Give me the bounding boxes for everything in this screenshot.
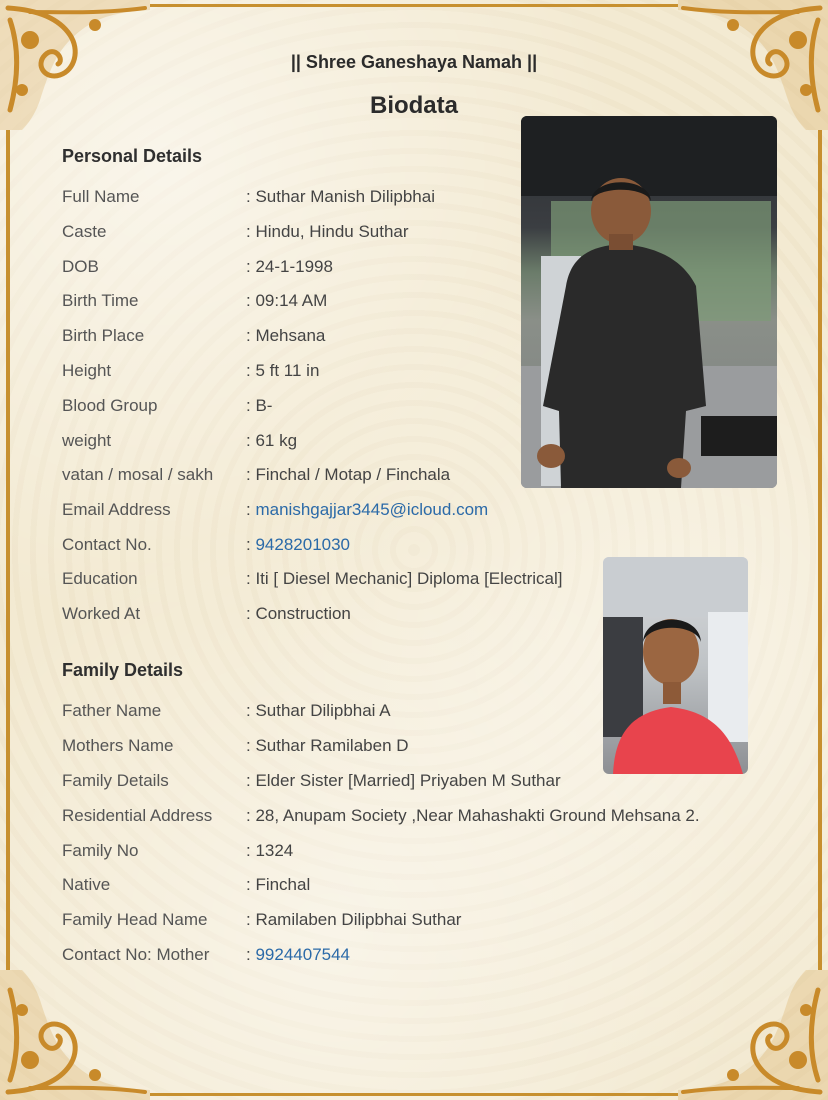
row-value: : Mehsana: [246, 326, 326, 345]
detail-row-mother-contact: [62, 943, 782, 967]
row-value: : Hindu, Hindu Suthar: [246, 222, 409, 241]
detail-row-family-head: [62, 908, 782, 932]
detail-row-address: [62, 804, 782, 828]
row-value: : 1324: [246, 841, 294, 860]
row-label: Family Head Name: [62, 910, 208, 929]
row-label: Birth Time: [62, 291, 139, 310]
row-label: Family Details: [62, 771, 169, 790]
colon: :: [246, 535, 251, 554]
row-label: Mothers Name: [62, 736, 174, 755]
row-label: Contact No: Mother: [62, 945, 210, 964]
row-value: : Finchal: [246, 875, 311, 894]
row-label: Email Address: [62, 500, 171, 519]
row-value: [246, 498, 488, 522]
row-label: Worked At: [62, 604, 141, 623]
colon: :: [246, 945, 251, 964]
mother-phone-link[interactable]: 9924407544: [255, 945, 351, 964]
row-value: : 61 kg: [246, 431, 298, 450]
row-value: : 09:14 AM: [246, 291, 328, 310]
row-label: Father Name: [62, 701, 162, 720]
row-value: : Finchal / Motap / Finchala: [246, 465, 451, 484]
row-label: Residential Address: [62, 806, 213, 825]
profile-photo-selfie: [603, 557, 748, 774]
row-value: : Ramilaben Dilipbhai Suthar: [246, 910, 462, 929]
row-label: Blood Group: [62, 396, 158, 415]
top-border: [150, 4, 678, 7]
detail-row-native: [62, 873, 782, 897]
row-value: [246, 943, 350, 967]
right-border: [818, 130, 822, 970]
left-border: [6, 130, 10, 970]
family-details-heading: Family Details: [62, 660, 184, 680]
row-value: : 24-1-1998: [246, 257, 333, 276]
row-value: : Suthar Dilipbhai A: [246, 701, 391, 720]
row-value: : Suthar Manish Dilipbhai: [246, 187, 435, 206]
row-value: : B-: [246, 396, 273, 415]
personal-details-heading: Personal Details: [62, 146, 203, 166]
row-label: Native: [62, 875, 111, 894]
row-value: : 5 ft 11 in: [246, 361, 320, 380]
row-label: Caste: [62, 222, 107, 241]
bottom-border: [150, 1093, 678, 1096]
corner-ornament-bottom-left: [0, 970, 150, 1100]
row-label: Family No: [62, 841, 139, 860]
phone-link[interactable]: 9428201030: [255, 535, 351, 554]
detail-row-contact: [62, 533, 782, 557]
row-value: : Iti [ Diesel Mechanic] Diploma [Electrical]: [246, 569, 563, 588]
row-value: : 28, Anupam Society ,Near Mahashakti Ground Mehsana 2.: [246, 806, 700, 825]
row-label: DOB: [62, 257, 99, 276]
page-title: Biodata: [369, 92, 458, 119]
row-value: : Suthar Ramilaben D: [246, 736, 409, 755]
row-value: : Elder Sister [Married] Priyaben M Suthar: [246, 771, 561, 790]
detail-row-family-no: [62, 839, 782, 863]
row-value: : Construction: [246, 604, 351, 623]
row-label: Contact No.: [62, 535, 152, 554]
colon: :: [246, 500, 251, 519]
row-label: Full Name: [62, 187, 140, 206]
row-label: Education: [62, 569, 138, 588]
invocation-heading: || Shree Ganeshaya Namah ||: [290, 52, 538, 72]
row-label: Height: [62, 361, 112, 380]
detail-row-email: [62, 498, 782, 522]
corner-ornament-bottom-right: [678, 970, 828, 1100]
profile-photo-main: [521, 116, 777, 488]
email-link[interactable]: manishgajjar3445@icloud.com: [255, 500, 489, 519]
row-label: weight: [62, 431, 112, 450]
row-value: [246, 533, 350, 557]
row-label: vatan / mosal / sakh: [62, 465, 214, 484]
row-label: Birth Place: [62, 326, 145, 345]
